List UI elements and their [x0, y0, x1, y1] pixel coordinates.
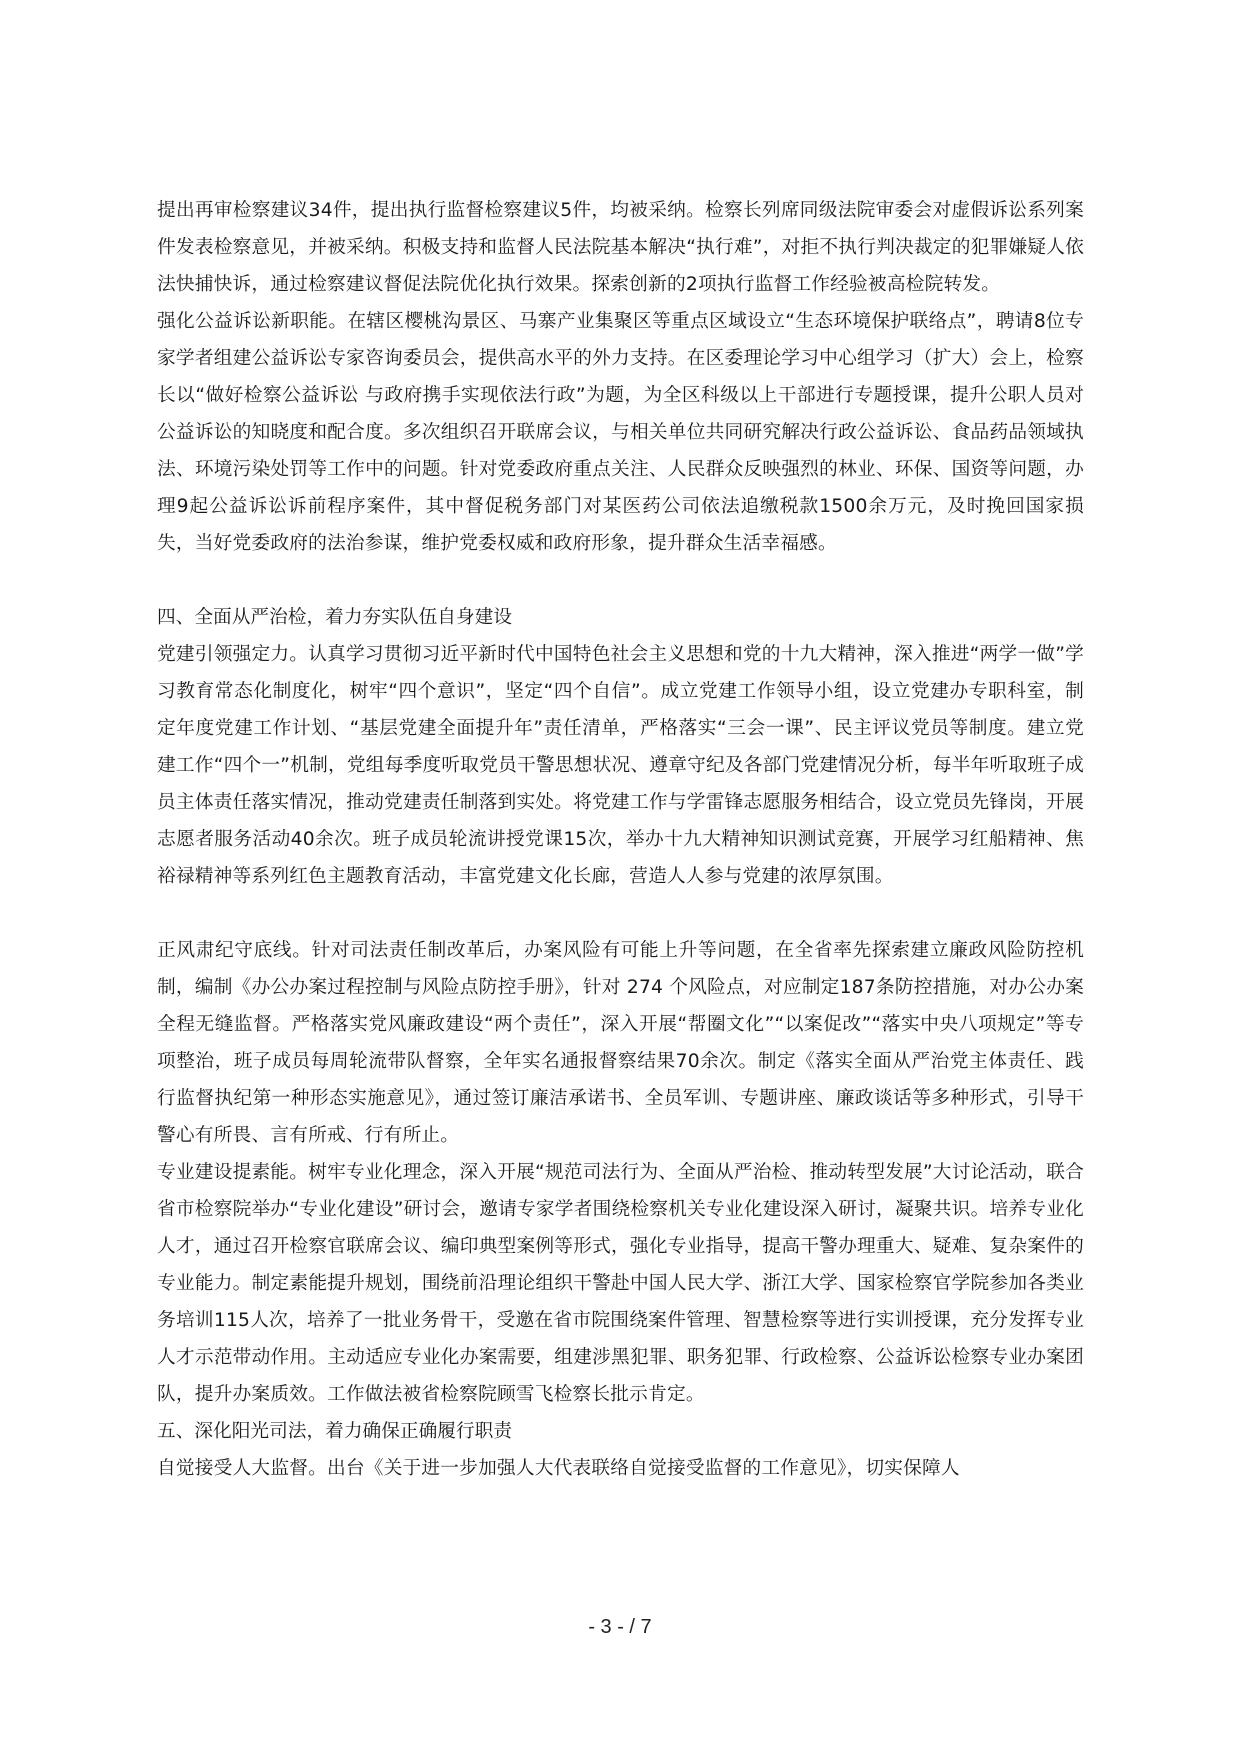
paragraph-discipline: 正风肃纪守底线。针对司法责任制改革后，办案风险有可能上升等问题，在全省率先探索建立廉政风险防控机制，编制《办公办案过程控制与风险点防控手册》，针对 274 个风险点，对应制定187条防控措施，对办公办案全程无缝监督。严格落实党风廉政建设“两个责任”，深入开展“帮圈文化”“以案促改”“落实中央八项规定”等专项整治，班子成员每周轮流带队督察，全年实名通报督察结果70余次。制定《落实全面从严治党主体责任、践行监督执纪第一种形态实施意见》，通过签订廉洁承诺书、全员军训、专题讲座、廉政谈话等多种形式，引导干警心有所畏、言有所戒、行有所止。	[157, 940, 1084, 1146]
section-heading-4: 四、全面从严治检，着力夯实队伍自身建设	[157, 607, 513, 628]
paragraph-public-interest-litigation: 强化公益诉讼新职能。在辖区樱桃沟景区、马寨产业集聚区等重点区域设立“生态环境保护联络点”，聘请8位专家学者组建公益诉讼专家咨询委员会，提供高水平的外力支持。在区委理论学习中心组学习（扩大）会上，检察长以“做好检察公益诉讼 与政府携手实现依法行政”为题，为全区科级以上干部进行专题授课，提升公职人员对公益诉讼的知晓度和配合度。多次组织召开联席会议，与相关单位共同研究解决行政公益诉讼、食品药品领域执法、环境污染处罚等工作中的问题。针对党委政府重点关注、人民群众反映强烈的林业、环保、国资等问题，办理9起公益诉讼诉前程序案件，其中督促税务部门对某医药公司依法追缴税款1500余万元，及时挽回国家损失，当好党委政府的法治参谋，维护党委权威和政府形象，提升群众生活幸福感。	[157, 311, 1084, 554]
page-number: - 3 - / 7	[588, 1616, 652, 1638]
spacer	[157, 895, 1084, 932]
document-body	[157, 192, 1084, 1487]
paragraph-retrial-supervision: 提出再审检察建议34件，提出执行监督检察建议5件，均被采纳。检察长列席同级法院审委会对虚假诉讼系列案件发表检察意见，并被采纳。积极支持和监督人民法院基本解决“执行难”，对拒不执行判决裁定的犯罪嫌疑人依法快捕快诉，通过检察建议督促法院优化执行效果。探索创新的2项执行监督工作经验被高检院转发。	[157, 200, 1084, 295]
paragraph-npc-supervision: 自觉接受人大监督。出台《关于进一步加强人大代表联络自觉接受监督的工作意见》，切实保障人	[157, 1458, 960, 1479]
paragraph-party-building: 党建引领强定力。认真学习贯彻习近平新时代中国特色社会主义思想和党的十九大精神，深入推进“两学一做”学习教育常态化制度化，树牢“四个意识”，坚定“四个自信”。成立党建工作领导小组，设立党建办专职科室，制定年度党建工作计划、“基层党建全面提升年”责任清单，严格落实“三会一课”、民主评议党员等制度。建立党建工作“四个一”机制，党组每季度听取党员干警思想状况、遵章守纪及各部门党建情况分析，每半年听取班子成员主体责任落实情况，推动党建责任制落到实处。将党建工作与学雷锋志愿服务相结合，设立党员先锋岗，开展志愿者服务活动40余次。班子成员轮流讲授党课15次，举办十九大精神知识测试竞赛，开展学习红船精神、焦裕禄精神等系列红色主题教育活动，丰富党建文化长廊，营造人人参与党建的浓厚氛围。	[157, 644, 1084, 887]
spacer	[157, 562, 1084, 599]
paragraph-professional-development: 专业建设提素能。树牢专业化理念，深入开展“规范司法行为、全面从严治检、推动转型发展”大讨论活动，联合省市检察院举办“专业化建设”研讨会，邀请专家学者围绕检察机关专业化建设深入研讨，凝聚共识。培养专业化人才，通过召开检察官联席会议、编印典型案例等形式，强化专业指导，提高干警办理重大、疑难、复杂案件的专业能力。制定素能提升规划，围绕前沿理论组织干警赴中国人民大学、浙江大学、国家检察官学院参加各类业务培训115人次，培养了一批业务骨干，受邀在省市院围绕案件管理、智慧检察等进行实训授课，充分发挥专业人才示范带动作用。主动适应专业化办案需要，组建涉黑犯罪、职务犯罪、行政检察、公益诉讼检察专业办案团队，提升办案质效。工作做法被省检察院顾雪飞检察长批示肯定。	[157, 1162, 1084, 1405]
section-heading-5: 五、深化阳光司法，着力确保正确履行职责	[157, 1421, 513, 1442]
